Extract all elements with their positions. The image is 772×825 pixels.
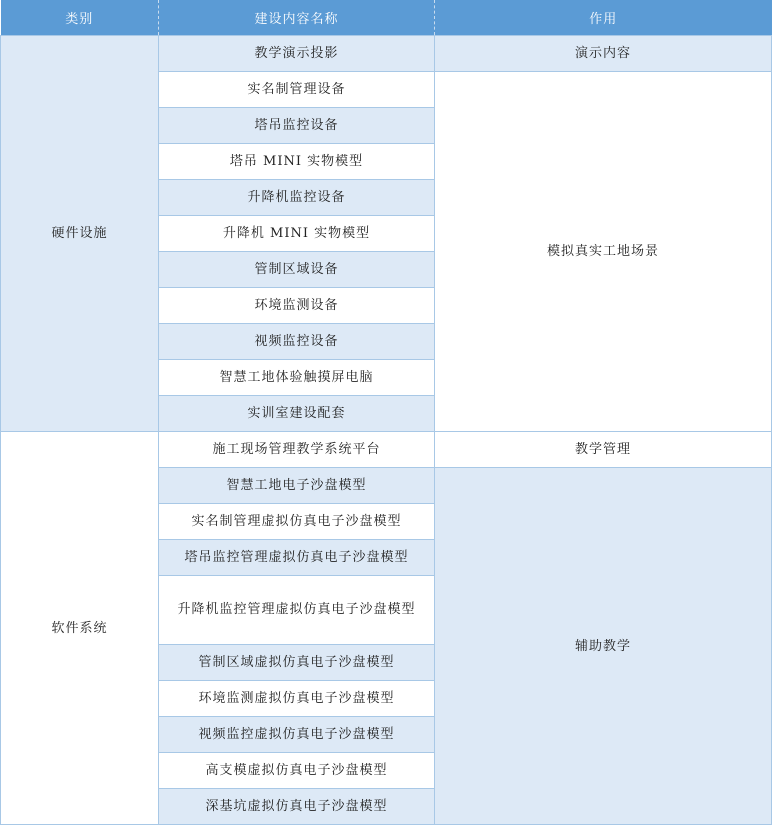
- item-cell: 视频监控设备: [159, 324, 435, 360]
- item-cell: 环境监测设备: [159, 288, 435, 324]
- item-cell: 升降机监控管理虚拟仿真电子沙盘模型: [159, 576, 435, 645]
- item-cell: 实训室建设配套: [159, 396, 435, 432]
- purpose-cell: 演示内容: [435, 36, 772, 72]
- table-row: [1, 36, 772, 72]
- item-cell: 深基坑虚拟仿真电子沙盘模型: [159, 789, 435, 825]
- purpose-cell: 教学管理: [435, 432, 772, 468]
- item-cell: 塔吊监控设备: [159, 108, 435, 144]
- header-purpose: 作用: [435, 0, 772, 36]
- item-cell: 实名制管理设备: [159, 72, 435, 108]
- item-cell: 塔吊监控管理虚拟仿真电子沙盘模型: [159, 540, 435, 576]
- item-cell: 智慧工地体验触摸屏电脑: [159, 360, 435, 396]
- item-cell: 视频监控虚拟仿真电子沙盘模型: [159, 717, 435, 753]
- item-cell: 塔吊 MINI 实物模型: [159, 144, 435, 180]
- header-category: 类别: [1, 0, 159, 36]
- header-row: [1, 0, 772, 36]
- item-cell: 实名制管理虚拟仿真电子沙盘模型: [159, 504, 435, 540]
- item-cell: 高支模虚拟仿真电子沙盘模型: [159, 753, 435, 789]
- purpose-cell: 模拟真实工地场景: [435, 72, 772, 432]
- item-cell: 管制区域设备: [159, 252, 435, 288]
- category-hardware: 硬件设施: [1, 36, 159, 432]
- header-content-name: 建设内容名称: [159, 0, 435, 36]
- item-cell: 教学演示投影: [159, 36, 435, 72]
- item-cell: 施工现场管理教学系统平台: [159, 432, 435, 468]
- item-cell: 环境监测虚拟仿真电子沙盘模型: [159, 681, 435, 717]
- item-cell: 管制区域虚拟仿真电子沙盘模型: [159, 645, 435, 681]
- purpose-cell: 辅助教学: [435, 468, 772, 825]
- category-software: 软件系统: [1, 432, 159, 825]
- table-row: [1, 432, 772, 468]
- item-cell: 升降机监控设备: [159, 180, 435, 216]
- item-cell: 升降机 MINI 实物模型: [159, 216, 435, 252]
- item-cell: 智慧工地电子沙盘模型: [159, 468, 435, 504]
